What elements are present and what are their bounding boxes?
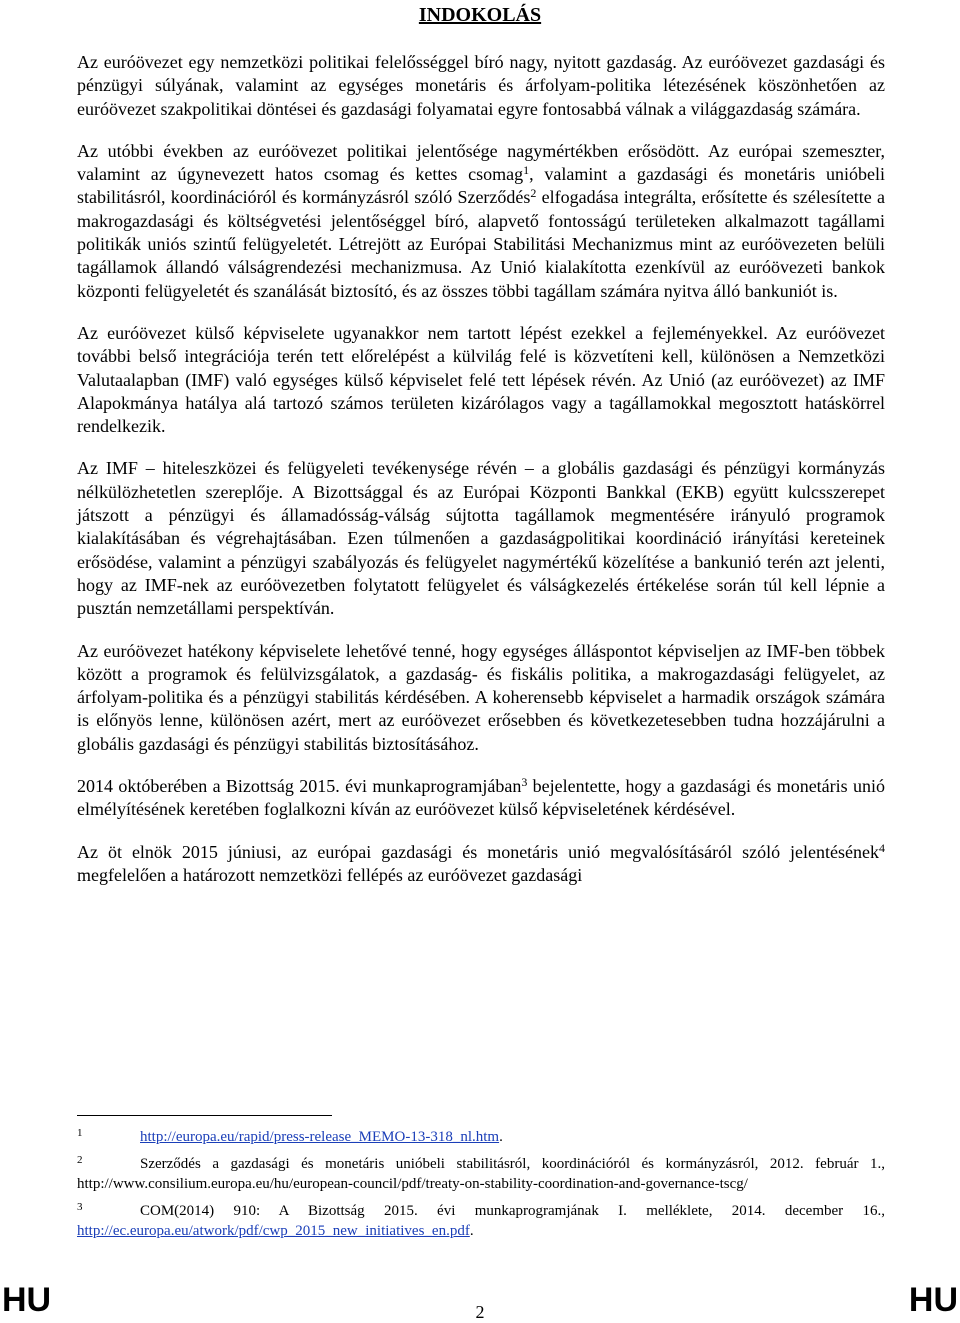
footnote-2 — [77, 1150, 885, 1194]
language-code-left: HU — [2, 1281, 52, 1319]
paragraph-4: Az IMF – hiteleszközei és felügyeleti tevékenysége révén – a globális gazdasági és pénzügyi kormányzás nélkülözhetetlen szereplője. A Bizottsággal és az Európai Központi Bankkal (EKB) együtt kulcsszerepet játszott a pénzügyi és államadósság-válság sújtotta tagállamok megmentésére irányuló programok kialakításában és végrehajtásában. Ezen túlmenően a gazdaságpolitikai koordináció irányítási kereteinek erősödése, valamint a pénzügyi szabályozás és felügyelet nagymértékű közelítése a bankunió terén azt jelenti, hogy az IMF-nek az euróövezetben folytatott felügyelet és válságkezelés értékelése során túl kell lépnie a pusztán nemzetállami perspektíván. — [77, 458, 885, 619]
footnote-text: COM(2014) 910: A Bizottság 2015. évi munkaprogramjának I. melléklete, 2014. december 16., — [140, 1203, 885, 1219]
footnotes — [77, 1123, 885, 1244]
footnote-link[interactable]: http://ec.europa.eu/atwork/pdf/cwp_2015_new_initiatives_en.pdf — [77, 1223, 470, 1239]
footnote-text: Szerződés a gazdasági és monetáris unióbeli stabilitásról, koordinációról és kormányzásról, 2012. február 1., http://www.consilium.europa.eu/hu/european-council/pdf/treaty-on-stability-coordination-and-governance-tscg/ — [77, 1156, 885, 1192]
paragraph-7-text-a: Az öt elnök 2015 júniusi, az európai gazdasági és monetáris unió megvalósításáról szóló jelentésének — [77, 841, 879, 862]
footnote-3 — [77, 1197, 885, 1241]
paragraph-6-text-b: bejelentette, hogy a gazdasági és monetáris unió elmélyítésének keretében foglalkozni kíván az euróövezet külső képviseletének kérdésével. — [77, 776, 885, 820]
paragraph-6-text-a: 2014 októberében a Bizottság 2015. évi munkaprogramjában — [77, 776, 522, 797]
paragraph-3: Az euróövezet külső képviselete ugyanakkor nem tartott lépést ezekkel a fejleményekkel. Az euróövezet további belső integrációja terén tett előrelépést a külvilág felé is közvetíteni kell, különösen a Nemzetközi Valutaalapban (IMF) való egységes külső képviselet felé tett lépések révén. Az Unió (az euróövezet) az IMF Alapokmánya hatálya alá tartozó számos területen kizárólagos vagy a tagállamokkal megosztott hatáskörrel rendelkezik. — [77, 322, 885, 437]
footnote-ref-4[interactable]: 4 — [879, 840, 885, 855]
paragraph-7 — [77, 841, 885, 888]
footnote-ref-3[interactable]: 3 — [521, 775, 528, 790]
document-body — [77, 51, 885, 906]
paragraph-2-text-b: , valamint a gazdasági és monetáris unióbeli stabilitásról, koordinációról és kormányzásról szóló Szerződés — [77, 164, 885, 208]
footnote-1 — [77, 1123, 885, 1147]
document-title: INDOKOLÁS — [418, 4, 542, 26]
footnote-number: 3 — [77, 1201, 83, 1213]
footnote-number: 2 — [77, 1154, 83, 1166]
paragraph-5: Az euróövezet hatékony képviselete lehetővé tenné, hogy egységes álláspontot képviseljen az IMF-ben többek között a programok és felülvizsgálatok, a gazdaság- és fiskális politika, a makrogazdasági felügyelet, az árfolyam-politika és a pénzügyi stabilitás kérdésében. A koherensebb képviselet a harmadik országok számára is előnyös lenne, különösen azért, mert az euróövezet erősebben és következetesebben tudna hozzájárulni a globális gazdasági és pénzügyi stabilitás biztosításához. — [77, 640, 885, 754]
paragraph-2 — [77, 140, 885, 303]
footnote-link[interactable]: http://europa.eu/rapid/press-release_MEMO-13-318_nl.htm — [140, 1129, 500, 1145]
paragraph-6 — [77, 775, 885, 822]
footnote-ref-1[interactable]: 1 — [523, 163, 530, 178]
footnote-number: 1 — [77, 1127, 83, 1139]
paragraph-7-text-b: megfelelően a határozott nemzetközi fellépés az euróövezet gazdasági — [77, 864, 583, 885]
paragraph-2-text-a: Az utóbbi években az euróövezet politikai jelentősége nagymértékben erősödött. Az európai szemeszter, valamint az úgynevezett hatos csomag és kettes csomag — [77, 140, 885, 185]
paragraph-1: Az euróövezet egy nemzetközi politikai felelősséggel bíró nagy, nyitott gazdaság. Az euróövezet gazdasági és pénzügyi súlyának, valamint az egységes monetáris és árfolyam-politika létezésének köszönhetően az euróövezet szakpolitikai döntései és gazdasági folyamatai egyre fontosabbá válnak a világgazdaság számára. — [77, 52, 885, 119]
footnote-separator — [77, 1115, 332, 1116]
language-code-right: HU — [908, 1281, 958, 1319]
footnote-tail: . — [499, 1129, 503, 1145]
page-number: 2 — [475, 1302, 485, 1322]
paragraph-2-text-c: elfogadása integrálta, erősítette és szélesítette a makrogazdasági és költségvetési jelentőséggel bíró, alapvető fontosságú területeken alkalmazott tagállami politikák uniós szintű felügyeletét. Létrejött az Európai Stabilitási Mechanizmus mint az euróövezeten belüli tagállamok állandó válságrendezési mechanizmusa. Az Unió kialakította ezenkívül az euróövezeti bankok központi felügyeletét és szanálását biztosító, és az összes többi tagállam számára nyitva álló bankuniót is. — [77, 187, 885, 301]
footnote-tail: . — [469, 1223, 474, 1239]
footnote-ref-2[interactable]: 2 — [530, 186, 537, 201]
